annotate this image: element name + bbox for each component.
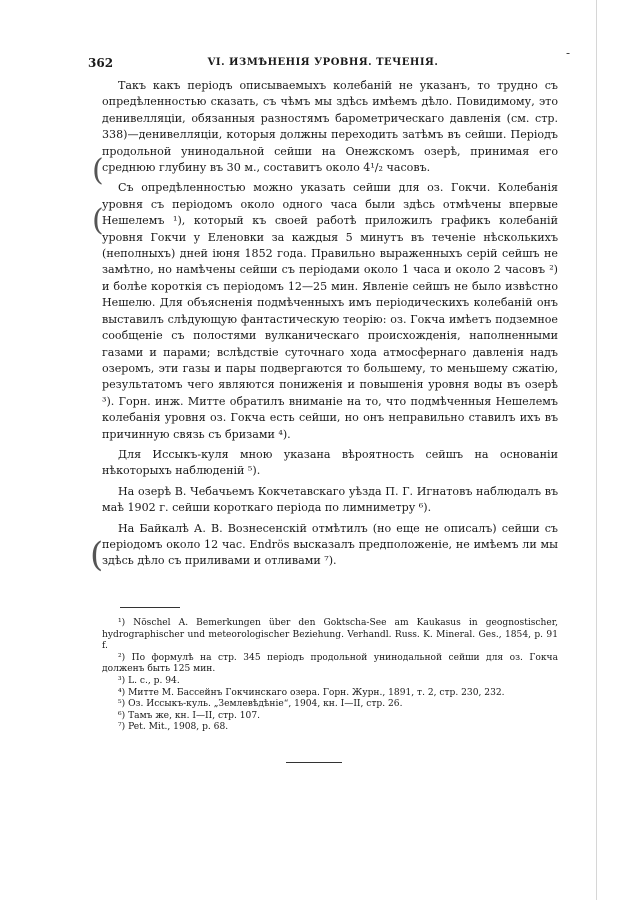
paragraph: На Байкалѣ А. В. Вознесенскій отмѣтилъ (но еще не описалъ) сейши съ періодомъ около 12 час. Endrös высказалъ предположеніе, не имѣемъ ли мы здѣсь дѣло съ приливами и отливами ⁷). — [102, 521, 558, 568]
footnotes — [102, 618, 558, 734]
footnote: ³) L. c., p. 94. — [118, 675, 180, 686]
running-head: VI. ИЗМѢНЕНІЯ УРОВНЯ. ТЕЧЕНІЯ. — [207, 57, 439, 68]
footnote: ²) По формулѣ на стр. 345 періодъ продольной унинодальной сейши для оз. Гокча долженъ быть 125 мин. — [102, 652, 558, 675]
footnote: ⁵) Оз. Иссыкъ-куль. „Землевѣдѣніе“, 1904, кн. I—II, стр. 26. — [118, 699, 403, 710]
footnote: ¹) Nöschel A. Bemerkungen über den Goktscha-See am Kaukasus in geognostischer, hydrographischer und meteorologischer Beziehung. Verhandl. Russ. K. Mineral. Ges., 1854, p. 91 f. — [102, 618, 558, 652]
margin-bracket-mark: ( — [92, 153, 104, 188]
paragraph: Такъ какъ періодъ описываемыхъ колебаній не указанъ, то трудно съ опредѣленностью сказать, съ чѣмъ мы здѣсь имѣемъ дѣло. Повидимому, это денивелляціи, обязанныя разностямъ барометрическаго давленія (см. стр. 338)—денивелляціи, которыя должны переходить затѣмъ въ сейши. Періодъ продольной унинодальной сейши на Онежскомъ озерѣ, принимая его среднюю глубину въ 30 м., составитъ около 4¹/₂ часовъ. — [102, 79, 558, 175]
page-number: 362 — [88, 56, 114, 70]
margin-dash-mark: - — [565, 46, 570, 60]
footnote: ⁴) Митте М. Бассейнъ Гокчинскаго озера. Горн. Журн., 1891, т. 2, стр. 230, 232. — [118, 687, 505, 698]
page-header — [88, 46, 570, 72]
margin-bracket-mark: ( — [92, 203, 104, 238]
footnote: ⁷) Pet. Mit., 1908, p. 68. — [118, 722, 229, 733]
body-text — [102, 78, 558, 574]
end-rule — [286, 762, 342, 763]
page-edge-line — [596, 0, 597, 900]
paragraph: Для Иссыкъ-куля мною указана вѣроятность сейшъ на основаніи нѣкоторыхъ наблюденій ⁵). — [102, 447, 558, 478]
margin-bracket-mark: ( — [90, 535, 104, 575]
paragraph: На озерѣ В. Чебачьемъ Кокчетавскаго уѣзда П. Г. Игнатовъ наблюдалъ въ маѣ 1902 г. сейши короткаго періода по лимниметру ⁶). — [102, 484, 558, 515]
footnote-separator — [120, 607, 180, 608]
footnote: ⁶) Тамъ же, кн. I—II, стр. 107. — [118, 710, 261, 721]
paragraph: Съ опредѣленностью можно указать сейши для оз. Гокчи. Колебанія уровня съ періодомъ около одного часа были здѣсь отмѣчены впервые Нешелемъ ¹), который къ своей работѣ приложилъ графикъ колебаній уровня Гокчи у Еленовки за каждыя 5 минутъ въ теченіе нѣсколькихъ (неполныхъ) дней іюня 1852 года. Правильно выраженныхъ серій сейшъ не замѣтно, но намѣчены сейши съ періодами около 1 часа и около 2 часовъ ²) и болѣе короткія съ періодомъ 12—25 мин. Явленіе сейшъ не было извѣстно Нешелю. Для объясненія подмѣченныхъ имъ періодическихъ колебаній онъ выставилъ слѣдующую фантастическую теорію: оз. Гокча имѣетъ подземное сообщеніе съ полостями вулканическаго происхожденія, наполненными газами и парами; вслѣдствіе суточнаго хода атмосфернаго давленія надъ озеромъ, эти газы и пары подвергаются то большему, то меньшему сжатію, результатомъ чего являются пониженія и повышенія уровня воды въ озерѣ ³). Горн. инж. Митте обратилъ вниманіе на то, что подмѣченныя Нешелемъ колебанія уровня оз. Гокча есть сейши, но онъ неправильно ставилъ ихъ въ причинную связь съ бризами ⁴). — [102, 181, 558, 441]
